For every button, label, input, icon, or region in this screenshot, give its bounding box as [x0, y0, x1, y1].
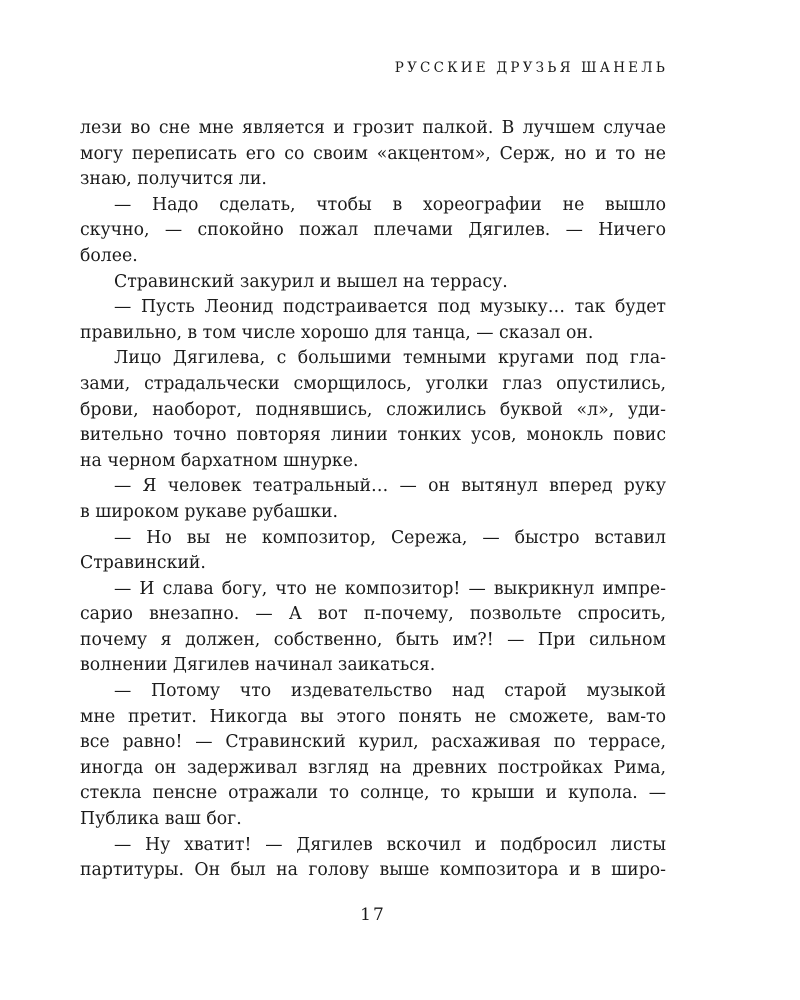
text-line: — Но вы не композитор, Сережа, — быстро вставил [114, 527, 666, 548]
text-line: — Пусть Леонид подстраивается под музыку… так будет [114, 297, 666, 318]
text-line: могу переписать его со своим «акцентом», Серж, но и то не [80, 143, 666, 164]
text-line: брови, наоборот, поднявшись, сложились буквой «л», уди- [80, 399, 666, 420]
running-head: РУССКИЕ ДРУЗЬЯ ШАНЕЛЬ [394, 60, 668, 76]
text-line: мне претит. Никогда вы этого понять не сможете, вам-то [80, 706, 666, 727]
text-line: Публика ваш бог. [80, 809, 242, 830]
text-line: Стравинский закурил и вышел на террасу. [114, 271, 508, 292]
text-line: партитуры. Он был на голову выше композитора и в широ- [80, 860, 666, 881]
text-line: правильно, в том числе хорошо для танца, — сказал он. [80, 322, 594, 343]
text-line: сарио внезапно. — А вот п-почему, позвольте спросить, [80, 604, 666, 625]
text-line: — И слава богу, что не композитор! — выкрикнул импре- [114, 578, 666, 599]
text-line: Стравинский. [80, 553, 206, 574]
page-number: 17 [360, 905, 386, 925]
text-line: — Ну хватит! — Дягилев вскочил и подбросил листы [114, 834, 666, 855]
text-line: Лицо Дягилева, с большими темными кругами под гла- [114, 348, 666, 369]
text-line: почему я должен, собственно, быть им?! — При сильном [80, 629, 666, 650]
text-line: в широком рукаве рубашки. [80, 501, 339, 522]
text-line: — Надо сделать, чтобы в хореографии не вышло [114, 194, 666, 215]
body-text [80, 116, 666, 884]
text-line: знаю, получится ли. [80, 169, 267, 190]
text-line: на черном бархатном шнурке. [80, 450, 359, 471]
text-line: скучно, — спокойно пожал плечами Дягилев. — Ничего [80, 220, 666, 241]
text-line: стекла пенсне отражали то солнце, то крыши и купола. — [80, 783, 666, 804]
text-line: иногда он задерживал взгляд на древних постройках Рима, [80, 757, 666, 778]
text-line: все равно! — Стравинский курил, расхаживая по террасе, [80, 732, 666, 753]
text-line: зами, страдальчески сморщилось, уголки глаз опустились, [80, 373, 666, 394]
text-line: волнении Дягилев начинал заикаться. [80, 655, 436, 676]
text-line: — Потому что издевательство над старой музыкой [114, 681, 666, 702]
text-line: лези во сне мне является и грозит палкой. В лучшем случае [80, 118, 666, 138]
text-line: вительно точно повторяя линии тонких усов, монокль повис [80, 425, 666, 446]
text-line: более. [80, 245, 138, 266]
text-line: — Я человек театральный… — он вытянул вперед руку [114, 476, 666, 497]
